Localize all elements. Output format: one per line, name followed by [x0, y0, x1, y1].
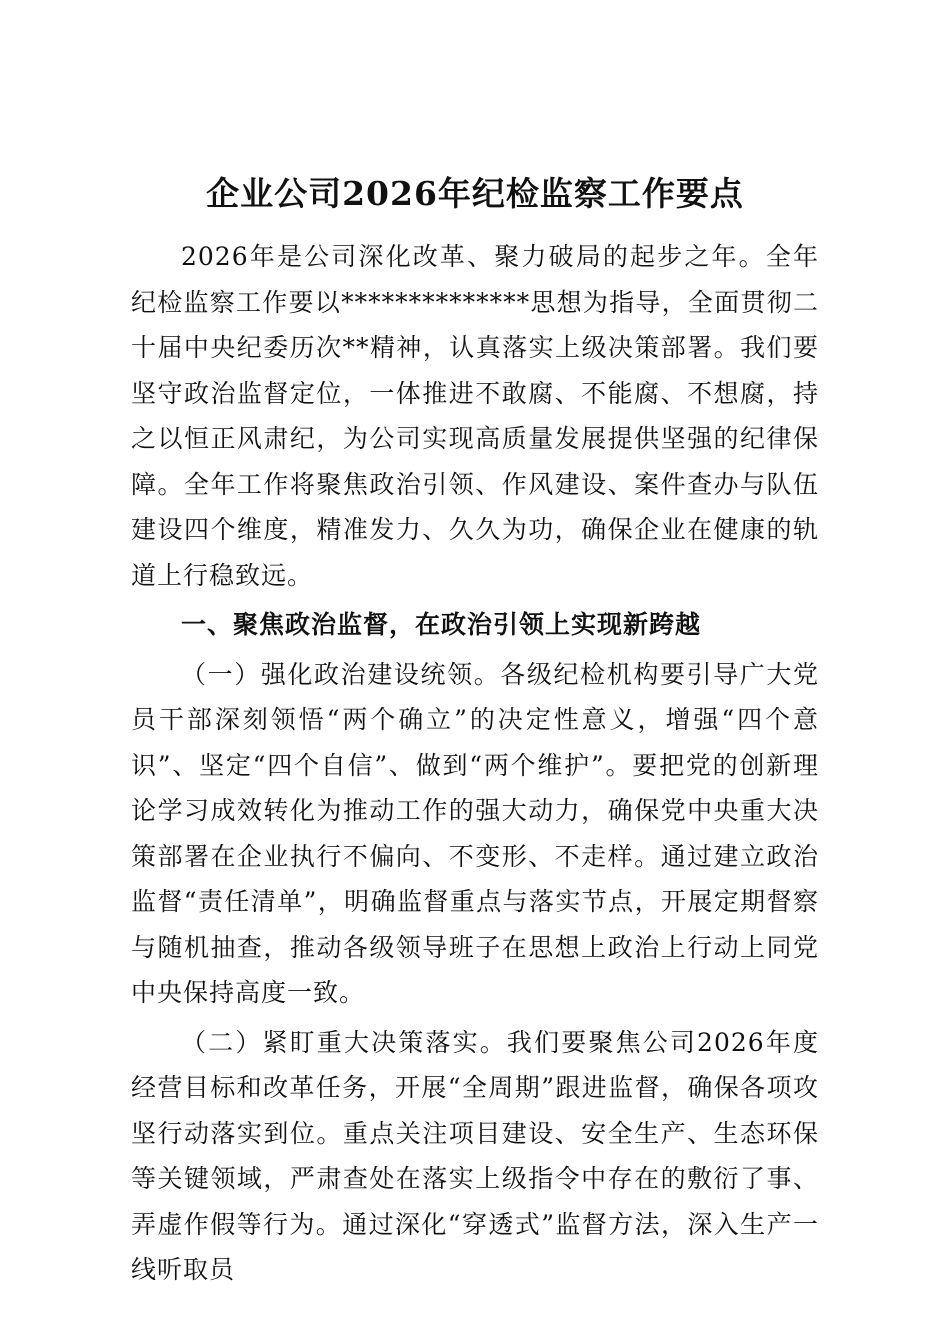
subsection-paragraph-1: （一）强化政治建设统领。各级纪检机构要引导广大党员干部深刻领悟“两个确立”的决定性意义，增强“四个意识”、坚定“四个自信”、做到“两个维护”。要把党的创新理论学习成效转化为推动工作的强大动力，确保党中央重大决策部署在企业执行不偏向、不变形、不走样。通过建立政治监督“责任清单”，明确监督重点与落实节点，开展定期督察与随机抽查，推动各级领导班子在思想上政治上行动上同党中央保持高度一致。	[131, 659, 819, 1007]
section-heading-1: 一、聚焦政治监督，在政治引领上实现新跨越	[181, 610, 702, 639]
document-body	[131, 234, 819, 1293]
intro-paragraph: 2026年是公司深化改革、聚力破局的起步之年。全年纪检监察工作要以**************思想为指导，全面贯彻二十届中央纪委历次**精神，认真落实上级决策部署。我们要坚守政治监督定位，一体推进不敢腐、不能腐、不想腐，持之以恒正风肃纪，为公司实现高质量发展提供坚强的纪律保障。全年工作将聚焦政治引领、作风建设、案件查办与队伍建设四个维度，精准发力、久久为功，确保企业在健康的轨道上行稳致远。	[131, 242, 819, 590]
subsection-paragraph-2: （二）紧盯重大决策落实。我们要聚焦公司2026年度经营目标和改革任务，开展“全周期”跟进监督，确保各项攻坚行动落实到位。重点关注项目建设、安全生产、生态环保等关键领域，严肃查处在落实上级指令中存在的敷衍了事、弄虚作假等行为。通过深化“穿透式”监督方法，深入生产一线听取员	[131, 1027, 819, 1284]
document-title: 企业公司2026年纪检监察工作要点	[206, 174, 744, 213]
